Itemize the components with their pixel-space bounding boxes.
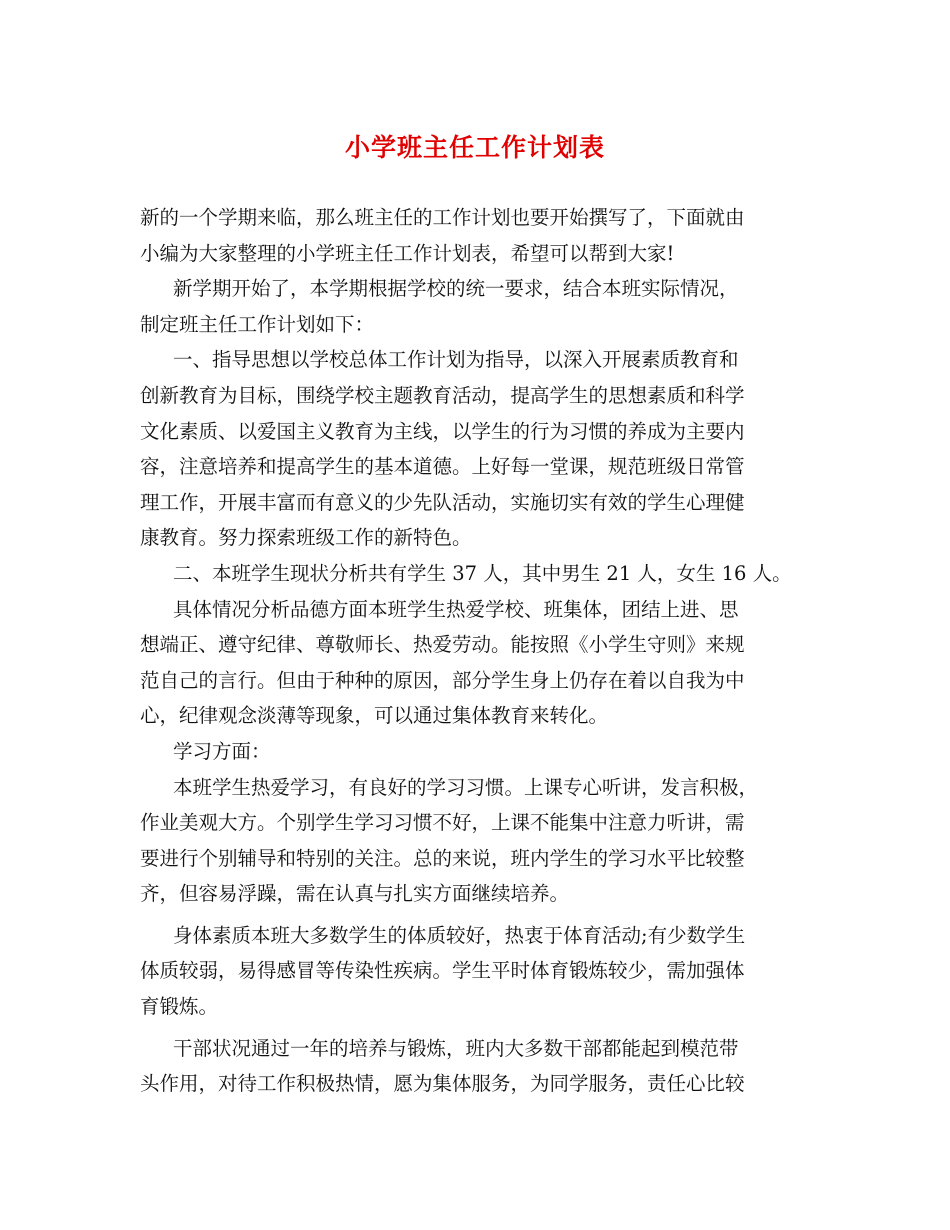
text-line: 新学期开始了，本学期根据学校的统一要求，结合本班实际情况，: [173, 277, 739, 301]
text-line: 一、指导思想以学校总体工作计划为指导，以深入开展素质教育和: [173, 348, 739, 372]
text-line: 干部状况通过一年的培养与锻炼，班内大多数干部都能起到模范带: [173, 1036, 739, 1060]
text-line: 学习方面：: [173, 739, 271, 763]
text-line: 作业美观大方。个别学生学习习惯不好，上课不能集中注意力听讲，需: [140, 811, 745, 835]
text-line: 文化素质、以爱国主义教育为主线，以学生的行为习惯的养成为主要内: [140, 419, 745, 443]
text-line: 心，纪律观念淡薄等现象，可以通过集体教育来转化。: [140, 704, 609, 728]
text-line: 二、本班学生现状分析共有学生 37 人，其中男生 21 人，女生 16 人。: [173, 561, 792, 585]
text-line: 要进行个别辅导和特别的关注。总的来说，班内学生的学习水平比较整: [140, 846, 745, 870]
text-line: 体质较弱，易得感冒等传染性疾病。学生平时体育锻炼较少，需加强体: [140, 959, 745, 983]
text-line: 创新教育为目标，围绕学校主题教育活动，提高学生的思想素质和科学: [140, 383, 745, 407]
text-line: 齐，但容易浮躁，需在认真与扎实方面继续培养。: [140, 882, 570, 906]
document-title: 小学班主任工作计划表: [344, 133, 605, 162]
text-line: 范自己的言行。但由于种种的原因，部分学生身上仍存在着以自我为中: [140, 668, 745, 692]
text-line: 具体情况分析品德方面本班学生热爱学校、班集体，团结上进、思: [173, 597, 739, 621]
text-line: 康教育。努力探索班级工作的新特色。: [140, 526, 472, 550]
text-line: 身体素质本班大多数学生的体质较好，热衷于体育活动;有少数学生: [173, 923, 746, 947]
document-body: [140, 200, 830, 1102]
text-line: 想端正、遵守纪律、尊敬师长、热爱劳动。能按照《小学生守则》来规: [140, 633, 745, 657]
text-line: 理工作，开展丰富而有意义的少先队活动，实施切实有效的学生心理健: [140, 490, 745, 514]
text-line: 头作用，对待工作积极热情，愿为集体服务，为同学服务，责任心比较: [140, 1072, 745, 1096]
text-line: 新的一个学期来临，那么班主任的工作计划也要开始撰写了，下面就由: [140, 206, 745, 229]
text-line: 容，注意培养和提高学生的基本道德。上好每一堂课，规范班级日常管: [140, 455, 745, 479]
text-line: 制定班主任工作计划如下：: [140, 312, 375, 336]
text-line: 本班学生热爱学习，有良好的学习习惯。上课专心听讲，发言积极，: [173, 775, 759, 799]
text-line: 育锻炼。: [140, 995, 219, 1019]
text-line: 小编为大家整理的小学班主任工作计划表，希望可以帮到大家!: [140, 241, 675, 265]
